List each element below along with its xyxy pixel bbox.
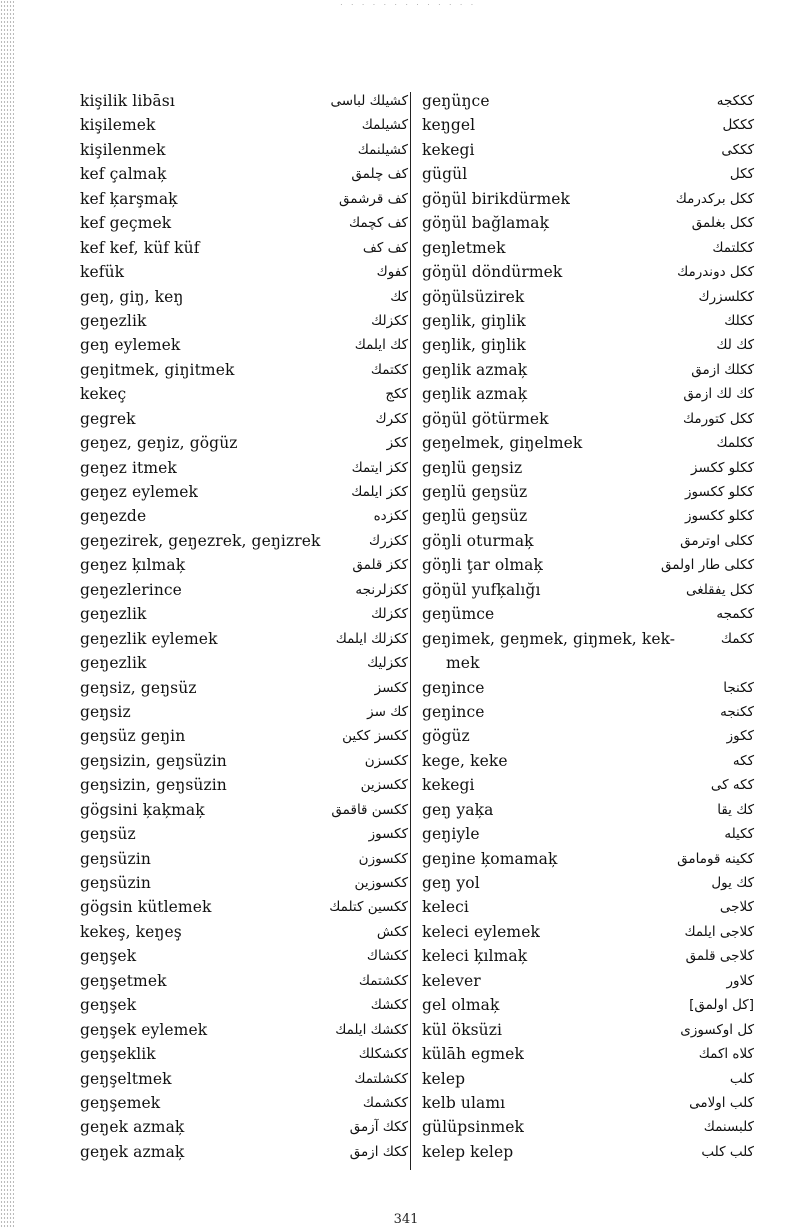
dictionary-entry (422, 798, 754, 822)
dictionary-entry (80, 651, 408, 675)
right-column (422, 89, 754, 1164)
entry-ottoman: کککل (722, 117, 754, 134)
entry-ottoman: ککل بغلمق (691, 215, 754, 232)
entry-latin: gögsini ķaķmaķ (80, 800, 205, 819)
entry-latin: kekeş, keŋeş (80, 922, 182, 941)
entry-ottoman: کك ایلمك (354, 337, 408, 354)
scan-edge-noise (0, 0, 14, 1229)
dictionary-entry (422, 700, 754, 724)
entry-latin: geŋşemek (80, 1093, 161, 1112)
dictionary-entry (80, 285, 408, 309)
entry-ottoman: ککتمك (370, 361, 408, 378)
dictionary-entry (80, 1067, 408, 1091)
entry-ottoman: [کل اولمق] (689, 997, 754, 1014)
entry-latin: geŋsüzin (80, 874, 151, 892)
entry-latin: göŋli ţar olmaķ (422, 556, 544, 575)
dictionary-entry (422, 1091, 754, 1115)
dictionary-entry (80, 871, 408, 895)
entry-ottoman: ککك ازمق (349, 1143, 408, 1160)
dictionary-entry (422, 1115, 754, 1139)
entry-ottoman: ککلی اوترمق (680, 532, 754, 549)
entry-ottoman: ککسوزن (358, 850, 408, 867)
dictionary-entry (80, 676, 408, 700)
entry-ottoman: کلاجی قلمق (685, 948, 754, 965)
dictionary-entry (422, 431, 754, 455)
entry-ottoman: ککسوزین (354, 875, 408, 891)
dictionary-entry (422, 651, 754, 675)
dictionary-entry (80, 627, 408, 651)
entry-ottoman: ککلو ککسز (691, 459, 754, 476)
entry-ottoman: ککل یفقلغی (685, 581, 754, 598)
entry-ottoman: کف کف (362, 239, 408, 256)
dictionary-entry (422, 285, 754, 309)
entry-ottoman: کشیلنمك (357, 141, 408, 158)
dictionary-entry (80, 504, 408, 528)
entry-latin: kişilik libāsı (80, 92, 175, 110)
dictionary-entry (80, 1042, 408, 1066)
entry-ottoman: ککشمك (362, 1094, 408, 1111)
dictionary-entry (422, 138, 754, 162)
dictionary-entry (422, 309, 754, 333)
entry-ottoman: ککل دوندرمك (677, 264, 754, 281)
entry-latin: geŋezirek, geŋezrek, geŋizrek (80, 531, 321, 550)
dictionary-entry (422, 382, 754, 406)
entry-latin: geŋezlik (80, 311, 147, 330)
dictionary-entry (422, 529, 754, 553)
entry-latin: geŋine ķomamaķ (422, 849, 558, 868)
entry-latin: geŋ, giŋ, keŋ (80, 287, 184, 306)
dictionary-entry (80, 969, 408, 993)
entry-latin: geŋşek eylemek (80, 1020, 208, 1039)
entry-ottoman: ککشاك (366, 948, 408, 965)
dictionary-entry (80, 187, 408, 211)
dictionary-entry (422, 578, 754, 602)
column-divider (410, 92, 411, 1170)
entry-ottoman: ککلو ککسوز (684, 508, 754, 525)
dictionary-entry (80, 773, 408, 797)
entry-latin: geŋek azmaķ (80, 1142, 185, 1161)
dictionary-entry (80, 529, 408, 553)
entry-ottoman: کف کچمك (348, 215, 408, 232)
entry-latin: geŋez, geŋiz, gögüz (80, 434, 238, 453)
dictionary-entry (422, 1140, 754, 1164)
entry-latin: geŋümce (422, 605, 495, 624)
entry-ottoman: ککز ایلمك (351, 484, 408, 500)
entry-ottoman: کلب کلب (701, 1143, 754, 1160)
dictionary-entry (80, 480, 408, 504)
dictionary-entry (80, 724, 408, 748)
entry-latin: göŋül bağlamaķ (422, 214, 550, 233)
entry-latin: göŋül birikdürmek (422, 189, 571, 208)
entry-ottoman: کك لك ازمق (683, 386, 754, 403)
dictionary-entry (422, 773, 754, 797)
entry-ottoman: ککلتمك (712, 239, 754, 256)
dictionary-entry (422, 1018, 754, 1042)
dictionary-entry (422, 113, 754, 137)
entry-ottoman: ککزلك (371, 606, 408, 623)
entry-ottoman: کشیلمك (361, 117, 408, 134)
dictionary-entry (80, 920, 408, 944)
dictionary-entry (80, 113, 408, 137)
entry-ottoman: کلبسنمك (703, 1119, 754, 1136)
entry-ottoman: ککمجه (716, 606, 754, 623)
dictionary-entry (80, 333, 408, 357)
entry-latin: geŋşek (80, 947, 137, 966)
entry-ottoman: کف چلمق (351, 166, 408, 183)
dictionary-entry (422, 236, 754, 260)
entry-ottoman: ککك آزمق (349, 1119, 408, 1136)
entry-latin: kelever (422, 971, 481, 990)
entry-ottoman: کککجه (716, 93, 754, 109)
entry-latin: geŋlü geŋsiz (422, 458, 523, 477)
entry-latin: geŋiyle (422, 825, 480, 844)
dictionary-entry (422, 89, 754, 113)
entry-latin: göŋülsüzirek (422, 287, 525, 306)
entry-latin: geŋezlik (80, 605, 147, 624)
entry-ottoman: کلاجی (719, 899, 754, 916)
dictionary-entry (80, 895, 408, 919)
entry-latin: geŋlik, giŋlik (422, 336, 526, 355)
entry-ottoman: ککزلرنجه (355, 581, 408, 598)
dictionary-entry (422, 847, 754, 871)
dictionary-entry (80, 553, 408, 577)
entry-latin: gögüz (422, 727, 470, 746)
entry-latin: geŋ yaķa (422, 800, 494, 819)
entry-ottoman: ککشتمك (358, 972, 408, 989)
dictionary-entry (80, 1115, 408, 1139)
entry-latin: geŋince (422, 702, 485, 721)
dictionary-entry (422, 871, 754, 895)
entry-latin: geŋsüzin (80, 849, 151, 868)
entry-ottoman: ککسوز (368, 826, 408, 843)
dictionary-entry (80, 602, 408, 626)
entry-latin: geŋez ķılmaķ (80, 556, 186, 575)
entry-latin: kekegi (422, 776, 475, 795)
entry-latin: geŋlü geŋsüz (422, 507, 528, 526)
entry-latin: geŋlik azmaķ (422, 385, 528, 404)
dictionary-entry (80, 1091, 408, 1115)
entry-latin: kelb ulamı (422, 1093, 506, 1112)
entry-ottoman: کك یقا (717, 801, 754, 818)
entry-latin: kelep kelep (422, 1142, 514, 1161)
entry-latin: geŋsizin, geŋsüzin (80, 776, 227, 795)
entry-ottoman: ککسین کتلمك (329, 899, 408, 916)
dictionary-entry (80, 749, 408, 773)
entry-ottoman: ککمك (720, 630, 754, 647)
dictionary-entry (422, 1067, 754, 1091)
dictionary-entry (80, 1140, 408, 1164)
entry-latin: gel olmaķ (422, 996, 500, 1015)
entry-latin: külāh egmek (422, 1045, 524, 1064)
entry-latin: kül öksüzi (422, 1020, 503, 1039)
dictionary-entry (422, 504, 754, 528)
entry-ottoman: ککیله (724, 826, 754, 843)
entry-ottoman: کلاجی ایلمك (684, 923, 754, 940)
entry-latin: keŋgel (422, 116, 476, 135)
entry-ottoman: ککز ایتمك (351, 459, 408, 476)
left-column (80, 89, 408, 1164)
entry-ottoman: کك لك (716, 337, 754, 354)
entry-latin: geŋ eylemek (80, 336, 181, 355)
entry-ottoman: ککشكلك (358, 1046, 408, 1063)
entry-ottoman: کك یول (711, 875, 754, 891)
entry-latin: geŋşek (80, 996, 137, 1015)
entry-latin: geŋsiz, geŋsüz (80, 678, 197, 697)
entry-ottoman: ککه کی (710, 777, 754, 794)
entry-ottoman: ککلمك (716, 435, 754, 452)
dictionary-entry (422, 553, 754, 577)
dictionary-entry (422, 676, 754, 700)
entry-ottoman: ککز (386, 435, 408, 452)
entry-latin: geŋelmek, giŋelmek (422, 434, 583, 453)
entry-latin: kef ķarşmaķ (80, 189, 178, 208)
entry-latin: geŋşetmek (80, 971, 167, 990)
entry-ottoman: ککزلك (371, 312, 408, 329)
entry-ottoman: ککزلیك (367, 655, 408, 672)
entry-ottoman: ککل (729, 166, 754, 183)
entry-ottoman: ککش (376, 923, 408, 940)
dictionary-entry (422, 480, 754, 504)
entry-latin: geŋsüz (80, 825, 136, 844)
entry-latin: geŋezlik (80, 654, 147, 673)
entry-latin: gülüpsinmek (422, 1118, 525, 1137)
entry-latin: gegrek (80, 409, 136, 428)
entry-ottoman: ککلسزرك (698, 288, 754, 305)
dictionary-entry (80, 431, 408, 455)
entry-ottoman: ککل کتورمك (682, 410, 754, 427)
entry-latin: gögsin kütlemek (80, 898, 212, 917)
entry-latin: kef çalmaķ (80, 165, 167, 184)
entry-latin: keleci eylemek (422, 922, 540, 941)
entry-ottoman: ککزلك ایلمك (335, 630, 408, 647)
dictionary-entry (422, 456, 754, 480)
entry-latin: geŋek azmaķ (80, 1118, 185, 1137)
dictionary-entry (422, 920, 754, 944)
entry-ottoman: ککل برکدرمك (675, 190, 754, 207)
entry-ottoman: ککسز ککین (342, 728, 408, 745)
entry-latin: kefük (80, 263, 125, 282)
dictionary-entry (422, 358, 754, 382)
entry-ottoman: ککج (385, 386, 408, 403)
dictionary-entry (422, 895, 754, 919)
entry-latin: geŋ yol (422, 874, 480, 892)
entry-latin: göŋül götürmek (422, 409, 549, 428)
entry-latin: göŋül yufķalığı (422, 580, 541, 599)
entry-latin: geŋlik azmaķ (422, 360, 528, 379)
entry-latin: göŋli oturmaķ (422, 531, 534, 550)
dictionary-entry (80, 578, 408, 602)
dictionary-entry (80, 260, 408, 284)
entry-ottoman: ککز قلمق (352, 557, 408, 574)
entry-ottoman: ککرك (375, 410, 408, 427)
entry-latin: göŋül döndürmek (422, 263, 563, 282)
dictionary-entry (80, 358, 408, 382)
entry-latin: geŋşeltmek (80, 1069, 172, 1088)
entry-ottoman: کلب (729, 1070, 754, 1087)
entry-ottoman: ککزرك (369, 532, 408, 549)
entry-latin: keleci (422, 898, 469, 917)
dictionary-entry (80, 700, 408, 724)
entry-ottoman: کك (390, 288, 408, 305)
entry-latin: geŋsizin, geŋsüzin (80, 751, 227, 770)
entry-latin: geŋince (422, 678, 485, 697)
dictionary-entry (80, 89, 408, 113)
dictionary-entry (80, 407, 408, 431)
dictionary-entry (422, 724, 754, 748)
dictionary-entry (422, 211, 754, 235)
entry-ottoman: ککشلتمك (354, 1070, 408, 1087)
dictionary-entry (80, 798, 408, 822)
entry-latin: mek (446, 654, 480, 673)
dictionary-entry (80, 944, 408, 968)
entry-latin: gügül (422, 165, 468, 184)
entry-latin: kekegi (422, 140, 475, 159)
dictionary-entry (80, 162, 408, 186)
dictionary-entry (80, 236, 408, 260)
dictionary-entry (80, 138, 408, 162)
dictionary-entry (422, 602, 754, 626)
entry-ottoman: ککنجه (720, 703, 754, 720)
entry-ottoman: ککه (732, 752, 754, 769)
entry-ottoman: ککلی طار اولمق (660, 557, 754, 574)
entry-ottoman: ککوز (726, 728, 754, 745)
entry-ottoman: ککزده (373, 508, 408, 525)
entry-ottoman: کلاور (726, 972, 754, 989)
entry-ottoman: کلب اولامی (689, 1094, 754, 1111)
entry-latin: geŋşeklik (80, 1045, 156, 1064)
entry-ottoman: کفوك (376, 264, 408, 281)
entry-ottoman: کف قرشمق (339, 190, 408, 207)
entry-latin: kelep (422, 1069, 466, 1088)
dictionary-entry (80, 382, 408, 406)
dictionary-entry (80, 822, 408, 846)
dictionary-entry (422, 627, 754, 651)
entry-latin: kekeç (80, 385, 127, 404)
entry-latin: geŋlü geŋsüz (422, 483, 528, 501)
dictionary-entry (422, 187, 754, 211)
dictionary-entry (422, 969, 754, 993)
entry-latin: geŋez itmek (80, 458, 177, 477)
entry-ottoman: ککینه قومامق (677, 850, 754, 867)
entry-latin: kişilemek (80, 116, 156, 135)
dictionary-entry (422, 749, 754, 773)
entry-latin: geŋletmek (422, 238, 506, 257)
entry-ottoman: ککسزن (364, 752, 408, 769)
dictionary-entry (80, 847, 408, 871)
dictionary-entry (422, 162, 754, 186)
running-header: · · · · · · · · · · · · · (340, 0, 477, 8)
entry-latin: geŋlik, giŋlik (422, 311, 526, 330)
entry-ottoman: ککنجا (723, 679, 754, 696)
dictionary-entry (422, 260, 754, 284)
entry-ottoman: ککشك (370, 997, 408, 1014)
entry-ottoman: کك سز (367, 703, 408, 720)
entry-ottoman: ککلو ککسوز (684, 484, 754, 500)
entry-ottoman: ککلك (724, 312, 754, 329)
dictionary-entry (422, 944, 754, 968)
entry-ottoman: ککسز (374, 679, 408, 696)
dictionary-entry (422, 822, 754, 846)
entry-ottoman: ککسن قاقمق (331, 801, 408, 818)
entry-latin: geŋez eylemek (80, 483, 198, 501)
entry-latin: kef geçmek (80, 214, 172, 233)
entry-ottoman: ککشك ایلمك (335, 1021, 408, 1038)
page-number: 341 (393, 1212, 419, 1227)
entry-ottoman: کشیلك لباسی (330, 93, 408, 109)
entry-latin: geŋezlik eylemek (80, 629, 218, 648)
dictionary-entry (422, 407, 754, 431)
entry-ottoman: ککلك ازمق (691, 361, 754, 378)
dictionary-entry (80, 1018, 408, 1042)
entry-latin: kişilenmek (80, 140, 166, 159)
dictionary-entry (422, 333, 754, 357)
entry-latin: kege, keke (422, 751, 508, 770)
entry-latin: keleci ķılmaķ (422, 947, 528, 966)
entry-latin: geŋimek, geŋmek, giŋmek, kek- (422, 629, 676, 648)
entry-latin: geŋezlerince (80, 580, 182, 599)
dictionary-entry (80, 309, 408, 333)
entry-latin: geŋsiz (80, 702, 131, 721)
dictionary-entry (422, 993, 754, 1017)
entry-latin: geŋüŋce (422, 92, 490, 110)
dictionary-entry (422, 1042, 754, 1066)
entry-ottoman: کککی (721, 141, 754, 158)
entry-latin: geŋsüz geŋin (80, 727, 186, 746)
entry-latin: geŋezde (80, 507, 147, 526)
entry-latin: kef kef, küf küf (80, 238, 200, 257)
entry-ottoman: ککسزین (360, 777, 408, 794)
entry-ottoman: کل اوکسوزی (680, 1021, 754, 1038)
entry-ottoman: کلاه اکمك (698, 1046, 754, 1063)
entry-latin: geŋitmek, giŋitmek (80, 360, 235, 379)
dictionary-entry (80, 456, 408, 480)
dictionary-entry (80, 211, 408, 235)
dictionary-entry (80, 993, 408, 1017)
